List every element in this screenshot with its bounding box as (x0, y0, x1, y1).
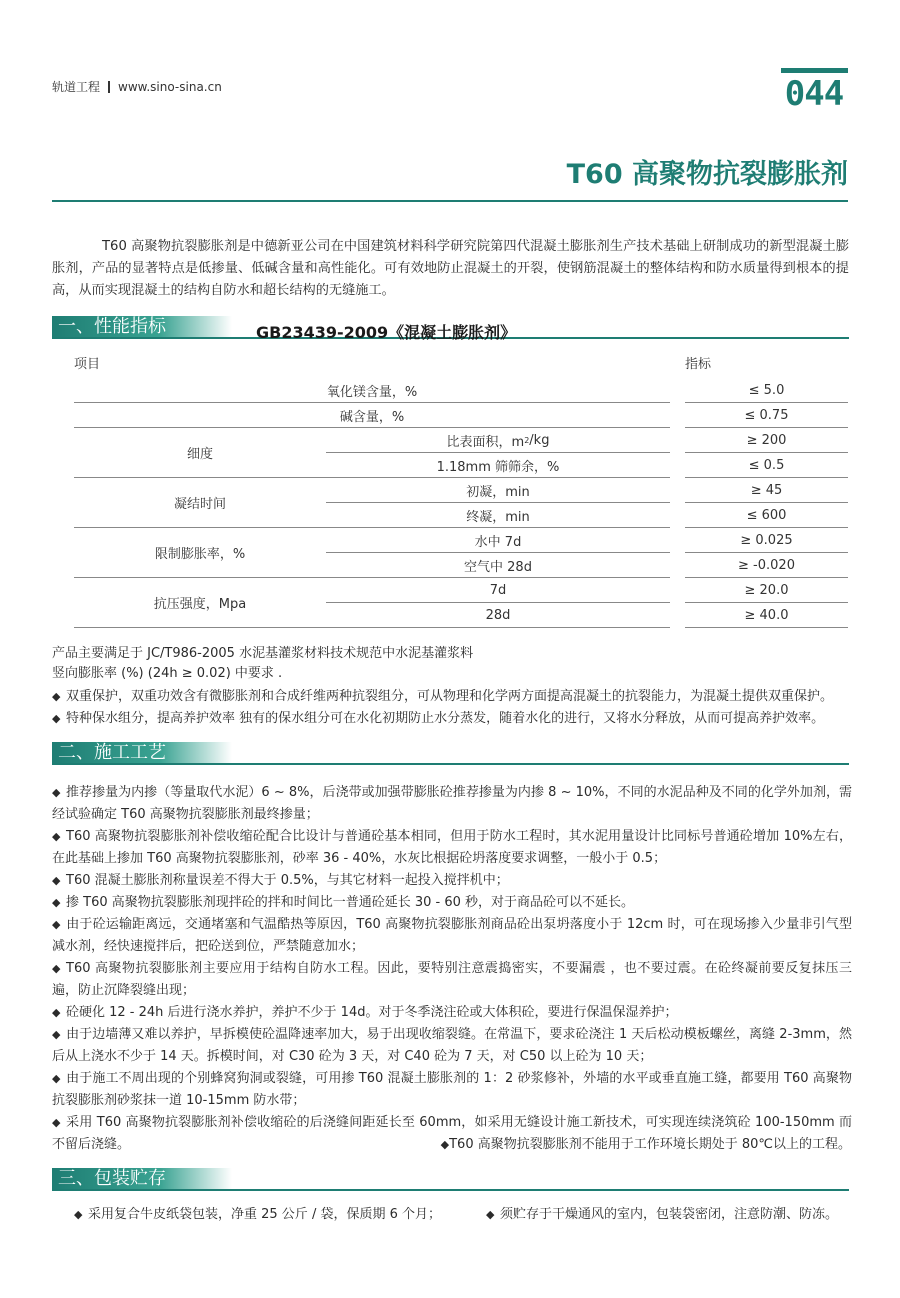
bullet-text: 由于边墙薄又难以养护，早拆模使砼温降速率加大，易于出现收缩裂缝。在常温下，要求砼浇注 1 天后松动模板螺丝，离缝 2-3mm，然后从上浇水不少于 14 天。拆模时间，对 C30 砼为 3 天，对 C40 砼为 7 天，对 C50 以上砼为 10 天； (52, 1027, 852, 1064)
bullet-text: T60 高聚物抗裂膨胀剂补偿收缩砼配合比设计与普通砼基本相同，但用于防水工程时，其水泥用量设计比同标号普通砼增加 10%左右，在此基础上掺加 T60 高聚物抗裂膨胀剂，砂率 36 - 40%，水灰比根据砼坍落度要求调整，一般小于 0.5； (52, 829, 852, 866)
bullet-text: 由于施工不周出现的个别蜂窝狗洞或裂缝，可用掺 T60 混凝土膨胀剂的 1：2 砂浆修补，外墙的水平或垂直施工缝，都要用 T60 高聚物抗裂膨胀剂砂浆抹一道 10-15mm 防水带； (52, 1071, 852, 1108)
value-28d: ≥ 40.0 (685, 603, 848, 628)
page-title: T60 高聚物抗裂膨胀剂 (566, 159, 848, 190)
bullet-icon: ◆ (440, 1138, 450, 1151)
bullet-text: 砼硬化 12 - 24h 后进行浇水养护，养护不少于 14d。对于冬季浇注砼或大体积砼，要进行保温保湿养护； (66, 1005, 678, 1020)
row-strength-28d: 28d (326, 603, 670, 628)
bullet-icon: ◆ (52, 1006, 61, 1019)
section-packaging-heading: 三、包装贮存 (52, 1168, 232, 1190)
bullet-icon: ◆ (52, 874, 61, 887)
bullet-text: 须贮存于干燥通风的室内，包装袋密闭，注意防潮、防冻。 (500, 1207, 839, 1222)
bullet-icon: ◆ (52, 786, 61, 799)
value-7d: ≥ 20.0 (685, 578, 848, 603)
row-expansion-label: 限制膨胀率，% (74, 528, 326, 578)
bullet-text: 推荐掺量为内掺（等量取代水泥）6 ~ 8%，后浇带或加强带膨胀砼推荐掺量为内掺 8 ~ 10%，不同的水泥品种及不同的化学外加剂，需经试验确定 T60 高聚物抗裂膨胀剂最终掺量； (52, 785, 852, 822)
row-fineness-label: 细度 (74, 428, 326, 478)
performance-bullet (52, 686, 852, 708)
row-expansion-water: 水中 7d (326, 528, 670, 553)
construction-bullet (52, 892, 852, 914)
construction-bullet (52, 1024, 852, 1068)
row-alkali-label: 碱含量，% (74, 403, 670, 428)
standard-title: GB23439-2009《混凝土膨胀剂》 (256, 323, 517, 342)
table-header-value: 指标 (685, 357, 712, 372)
value-initial: ≥ 45 (685, 478, 848, 503)
value-sieve: ≤ 0.5 (685, 453, 848, 478)
note-line-2: 竖向膨胀率 (%) (24h ≥ 0.02) 中要求 . (52, 666, 283, 681)
construction-bullet (52, 914, 852, 958)
section-performance-heading: 一、性能指标 (52, 316, 232, 338)
bullet-text: 掺 T60 高聚物抗裂膨胀剂现拌砼的拌和时间比一普通砼延长 30 - 60 秒，对于商品砼可以不延长。 (66, 895, 635, 910)
value-final: ≤ 600 (685, 503, 848, 528)
surface-text: 比表面积，m (446, 434, 525, 450)
header-section: 轨道工程 (52, 80, 101, 94)
bullet-icon: ◆ (52, 918, 61, 931)
header-separator (108, 81, 110, 93)
surface-sup: 2 (524, 435, 530, 445)
value-water: ≥ 0.025 (685, 528, 848, 553)
bullet-text: 采用 T60 高聚物抗裂膨胀剂补偿收缩砼的后浇缝间距延长至 60mm，如采用无缝设计施工新技术，可实现连续浇筑砼 100-150mm 而不留后浇缝。 (52, 1115, 852, 1152)
value-mgo: ≤ 5.0 (685, 378, 848, 403)
bullet-text: 采用复合牛皮纸袋包装，净重 25 公斤 / 袋，保质期 6 个月； (88, 1207, 441, 1222)
bullet-icon: ◆ (52, 1072, 61, 1085)
page-number-bar (781, 68, 848, 73)
packaging-bullet-left (74, 1204, 494, 1226)
row-strength-7d: 7d (326, 578, 670, 603)
construction-bullet (52, 782, 852, 826)
section-packaging-rule (52, 1189, 849, 1191)
row-strength-label: 抗压强度，Mpa (74, 578, 326, 628)
row-setting-initial: 初凝，min (326, 478, 670, 503)
construction-bullet (52, 1068, 852, 1112)
bullet-icon: ◆ (52, 1116, 61, 1129)
bullet-text: T60 高聚物抗裂膨胀剂主要应用于结构自防水工程。因此，要特别注意震捣密实，不要漏震 ，也不要过震。在砼终凝前要反复抹压三遍，防止沉降裂缝出现； (52, 961, 852, 998)
bullet-text: T60 高聚物抗裂膨胀剂不能用于工作环境长期处于 80℃以上的工程。 (449, 1137, 851, 1152)
value-alkali: ≤ 0.75 (685, 403, 848, 428)
row-fineness-sieve: 1.18mm 筛筛余，% (326, 453, 670, 478)
row-setting-final: 终凝，min (326, 503, 670, 528)
construction-bullet (52, 958, 852, 1002)
construction-bullet-last (425, 1134, 851, 1156)
row-setting-label: 凝结时间 (74, 478, 326, 528)
header-url: www.sino-sina.cn (118, 80, 222, 94)
bullet-text: T60 混凝土膨胀剂称量误差不得大于 0.5%，与其它材料一起投入搅拌机中； (66, 873, 509, 888)
construction-bullet (52, 1002, 852, 1024)
section-construction-rule (52, 763, 849, 765)
bullet-icon: ◆ (52, 896, 61, 909)
title-rule (52, 200, 848, 202)
row-expansion-air: 空气中 28d (326, 553, 670, 578)
construction-bullet (52, 870, 852, 892)
section-construction-heading: 二、施工工艺 (52, 742, 232, 764)
row-mgo-label: 氧化镁含量，% (74, 378, 670, 403)
bullet-icon: ◆ (52, 712, 61, 725)
bullet-icon: ◆ (486, 1208, 495, 1221)
bullet-icon: ◆ (52, 690, 61, 703)
packaging-bullet-right (486, 1204, 852, 1226)
construction-bullet (52, 826, 852, 870)
performance-bullet (52, 708, 852, 730)
surface-unit: /kg (529, 432, 550, 448)
value-air: ≥ -0.020 (685, 553, 848, 578)
bullet-icon: ◆ (52, 1028, 61, 1041)
bullet-text: 双重保护，双重功效含有微膨胀剂和合成纤维两种抗裂组分，可从物理和化学两方面提高混凝土的抗裂能力，为混凝土提供双重保护。 (66, 689, 834, 704)
value-surface: ≥ 200 (685, 428, 848, 453)
bullet-icon: ◆ (74, 1208, 83, 1221)
note-line-1: 产品主要满足于 JC/T986-2005 水泥基灌浆材料技术规范中水泥基灌浆料 (52, 646, 474, 661)
page-number: 044 (784, 74, 844, 114)
bullet-text: 特种保水组分，提高养护效率 独有的保水组分可在水化初期防止水分蒸发，随着水化的进行，又将水分释放，从而可提高养护效率。 (66, 711, 825, 726)
header-info (52, 78, 222, 95)
intro-paragraph: T60 高聚物抗裂膨胀剂是中德新亚公司在中国建筑材料科学研究院第四代混凝土膨胀剂生产技术基础上研制成功的新型混凝土膨胀剂，产品的显著特点是低掺量、低碱含量和高性能化。可有效地防止混凝土的开裂，使钢筋混凝土的整体结构和防水质量得到根本的提高，从而实现混凝土的结构自防水和超长结构的无缝施工。 (52, 239, 849, 298)
row-fineness-surface (326, 428, 670, 453)
bullet-text: 由于砼运输距离远，交通堵塞和气温酷热等原因，T60 高聚物抗裂膨胀剂商品砼出泵坍落度小于 12cm 时，可在现场掺入少量非引气型减水剂，经快速搅拌后，把砼送到位，严禁随意加水； (52, 917, 852, 954)
table-header-item: 项目 (74, 357, 101, 372)
bullet-icon: ◆ (52, 830, 61, 843)
bullet-icon: ◆ (52, 962, 61, 975)
